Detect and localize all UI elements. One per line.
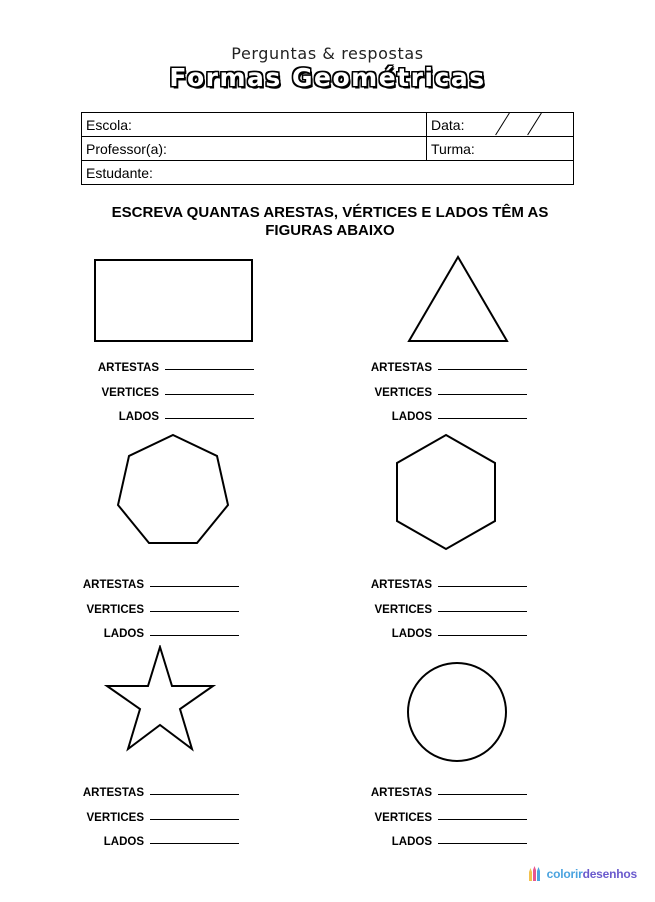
answer-line[interactable] bbox=[438, 843, 527, 844]
answer-line[interactable] bbox=[150, 586, 239, 587]
answer-label: ARTESTAS bbox=[370, 579, 432, 591]
date-separator bbox=[527, 113, 542, 136]
answer-row-sides bbox=[328, 410, 528, 435]
answer-line[interactable] bbox=[438, 369, 527, 370]
answer-row-edges bbox=[328, 578, 528, 603]
heptagon-figure bbox=[115, 433, 231, 546]
hexagon-answers bbox=[328, 578, 528, 652]
student-field[interactable] bbox=[82, 161, 574, 185]
answer-row-sides bbox=[328, 835, 528, 860]
answer-row-sides bbox=[55, 410, 255, 435]
teacher-label: Professor(a): bbox=[86, 140, 167, 157]
school-field[interactable] bbox=[82, 113, 427, 137]
answer-label: VERTICES bbox=[86, 603, 144, 616]
answer-row-edges bbox=[55, 361, 255, 386]
answer-row-edges bbox=[328, 786, 528, 811]
answer-row-sides bbox=[40, 627, 240, 652]
student-info-table bbox=[81, 112, 574, 185]
answer-label: ARTESTAS bbox=[370, 362, 432, 374]
answer-label: LADOS bbox=[103, 628, 144, 640]
answer-line[interactable] bbox=[438, 394, 527, 395]
answer-line[interactable] bbox=[438, 586, 527, 587]
class-field[interactable] bbox=[427, 137, 574, 161]
answer-row-vertices bbox=[40, 811, 240, 836]
instructions-line-2: FIGURAS ABAIXO bbox=[265, 222, 395, 239]
answer-line[interactable] bbox=[165, 394, 254, 395]
answer-line[interactable] bbox=[150, 794, 239, 795]
answer-line[interactable] bbox=[150, 843, 239, 844]
answer-line[interactable] bbox=[438, 794, 527, 795]
answer-label: VERTICES bbox=[101, 386, 159, 399]
date-label: Data: bbox=[431, 116, 465, 133]
answer-line[interactable] bbox=[438, 418, 527, 419]
answer-row-edges bbox=[328, 361, 528, 386]
worksheet-subtitle: Perguntas & respostas bbox=[231, 44, 424, 63]
answer-line[interactable] bbox=[438, 819, 527, 820]
date-separator bbox=[495, 113, 510, 136]
answer-label: ARTESTAS bbox=[97, 362, 159, 374]
answer-row-vertices bbox=[55, 386, 255, 411]
star-figure bbox=[104, 645, 216, 753]
answer-line[interactable] bbox=[150, 819, 239, 820]
answer-label: VERTICES bbox=[374, 811, 432, 824]
school-label: Escola: bbox=[86, 116, 132, 133]
answer-row-vertices bbox=[328, 811, 528, 836]
answer-label: ARTESTAS bbox=[82, 787, 144, 799]
teacher-field[interactable] bbox=[82, 137, 427, 161]
heptagon-answers bbox=[40, 578, 240, 652]
answer-row-vertices bbox=[40, 603, 240, 628]
answer-line[interactable] bbox=[150, 635, 239, 636]
triangle-answers bbox=[328, 361, 528, 435]
instructions-line-1: ESCREVA QUANTAS ARESTAS, VÉRTICES E LADOS TÊM AS bbox=[111, 204, 549, 221]
answer-line[interactable] bbox=[438, 635, 527, 636]
class-label: Turma: bbox=[431, 140, 475, 157]
answer-row-sides bbox=[40, 835, 240, 860]
circle-figure bbox=[406, 661, 508, 763]
logo-text-part1: colorir bbox=[546, 867, 583, 881]
answer-row-vertices bbox=[328, 603, 528, 628]
answer-label: LADOS bbox=[103, 836, 144, 848]
answer-label: ARTESTAS bbox=[82, 579, 144, 591]
rectangle-answers bbox=[55, 361, 255, 435]
answer-row-edges bbox=[40, 578, 240, 603]
answer-label: LADOS bbox=[391, 628, 432, 640]
answer-row-sides bbox=[328, 627, 528, 652]
answer-label: LADOS bbox=[118, 411, 159, 423]
answer-label: VERTICES bbox=[374, 386, 432, 399]
date-field[interactable] bbox=[427, 113, 574, 137]
answer-label: VERTICES bbox=[86, 811, 144, 824]
star-answers bbox=[40, 786, 240, 860]
worksheet-title: Formas Geométricas bbox=[169, 63, 486, 92]
answer-label: ARTESTAS bbox=[370, 787, 432, 799]
triangle-figure bbox=[407, 255, 509, 344]
instructions bbox=[60, 204, 600, 240]
answer-line[interactable] bbox=[150, 611, 239, 612]
hexagon-figure bbox=[394, 433, 498, 551]
crayons-icon bbox=[528, 866, 544, 882]
answer-line[interactable] bbox=[165, 369, 254, 370]
site-logo bbox=[528, 866, 637, 882]
circle-answers bbox=[328, 786, 528, 860]
rectangle-figure bbox=[94, 259, 254, 343]
student-label: Estudante: bbox=[86, 164, 153, 181]
answer-row-edges bbox=[40, 786, 240, 811]
answer-line[interactable] bbox=[438, 611, 527, 612]
answer-label: VERTICES bbox=[374, 603, 432, 616]
logo-text-part2: desenhos bbox=[582, 867, 637, 881]
answer-line[interactable] bbox=[165, 418, 254, 419]
answer-label: LADOS bbox=[391, 411, 432, 423]
answer-row-vertices bbox=[328, 386, 528, 411]
answer-label: LADOS bbox=[391, 836, 432, 848]
